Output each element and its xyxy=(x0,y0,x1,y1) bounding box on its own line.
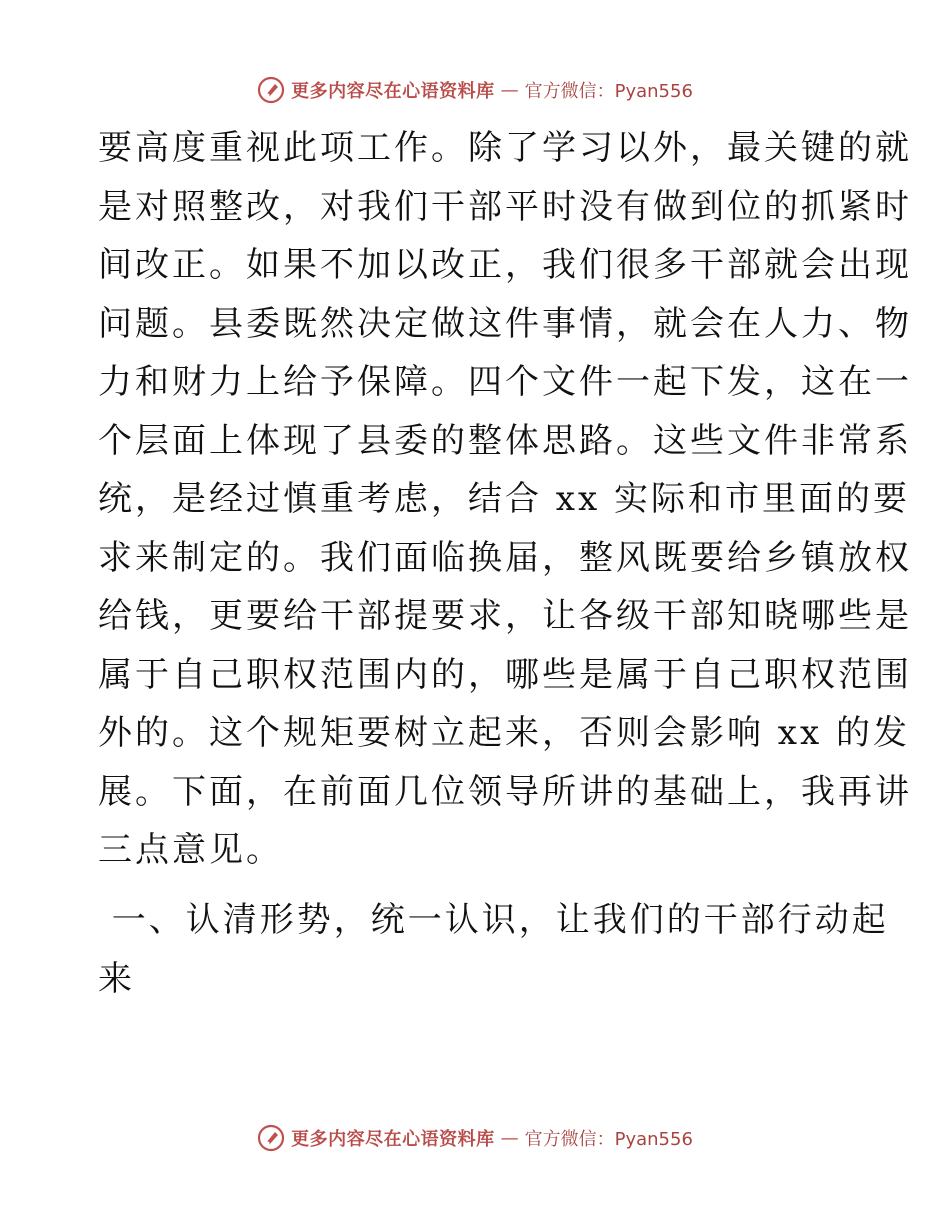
body-line: 个层面上体现了县委的整体思路。这些文件非常系 xyxy=(98,420,912,461)
body-line: 求来制定的。我们面临换届，整风既要给乡镇放权 xyxy=(98,537,912,578)
watermark-main-text: 更多内容尽在心语资料库 xyxy=(291,1129,495,1150)
header-watermark xyxy=(0,76,950,104)
body-line: 统，是经过慎重考虑，结合 xx 实际和市里面的要 xyxy=(98,479,910,519)
body-line: 展。下面，在前面几位领导所讲的基础上，我再讲 xyxy=(98,771,912,812)
body-line: 给钱，更要给干部提要求，让各级干部知晓哪些是 xyxy=(98,596,912,636)
body-line: 外的。这个规矩要树立起来，否则会影响 xx 的发 xyxy=(98,713,910,753)
body-line: 要高度重视此项工作。除了学习以外，最关键的就 xyxy=(98,128,912,168)
watermark-dash: — xyxy=(500,79,519,101)
pen-logo-icon xyxy=(257,76,285,104)
body-line: 是对照整改，对我们干部平时没有做到位的抓紧时 xyxy=(98,186,912,227)
footer-watermark xyxy=(0,1124,950,1152)
body-line: 问题。县委既然决定做这件事情，就会在人力、物 xyxy=(98,303,912,344)
watermark-dash: — xyxy=(500,1127,519,1149)
body-line: 属于自己职权范围内的，哪些是属于自己职权范围 xyxy=(98,654,912,695)
watermark-main-text: 更多内容尽在心语资料库 xyxy=(291,81,495,102)
heading-line: 来 xyxy=(98,958,135,999)
pen-logo-icon xyxy=(257,1124,285,1152)
watermark-suffix-text: 官方微信：Pyan556 xyxy=(524,1129,693,1150)
body-line: 力和财力上给予保障。四个文件一起下发，这在一 xyxy=(98,362,912,402)
body-paragraph xyxy=(98,119,912,880)
watermark-suffix-text: 官方微信：Pyan556 xyxy=(524,81,693,102)
body-line: 间改正。如果不加以改正，我们很多干部就会出现 xyxy=(98,245,912,285)
heading-line: 一、认清形势，统一认识，让我们的干部行动起 xyxy=(98,900,889,940)
section-heading xyxy=(98,891,889,1008)
body-line: 三点意见。 xyxy=(98,830,283,870)
